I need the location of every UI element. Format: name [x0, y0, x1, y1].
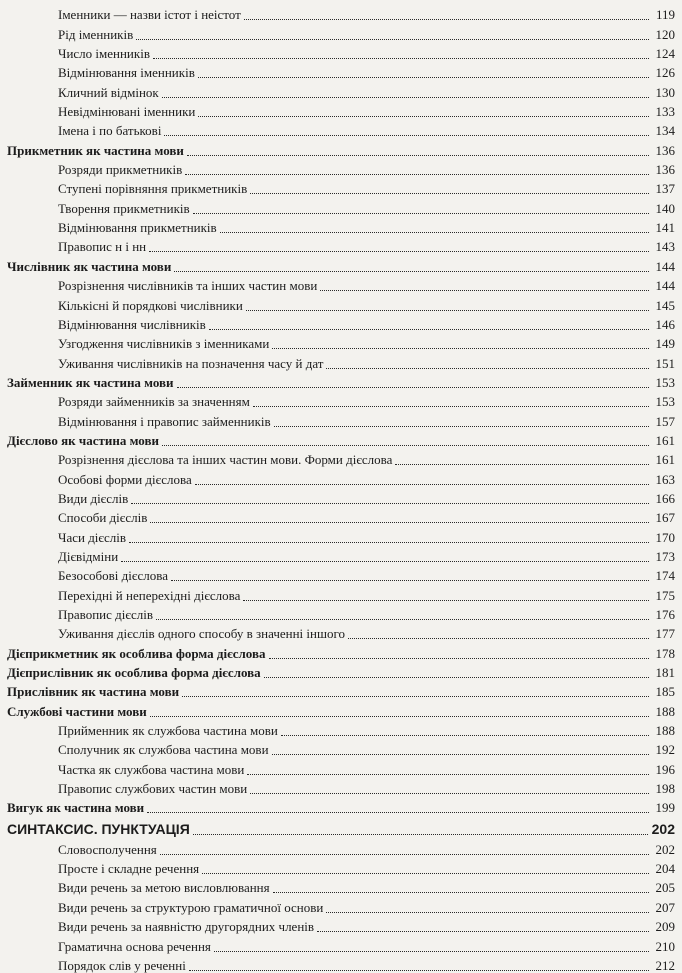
toc-entry[interactable] — [0, 293, 682, 312]
toc-entry-page-number: 198 — [655, 781, 675, 797]
dot-leader — [253, 394, 649, 407]
toc-entry[interactable] — [0, 351, 682, 370]
dot-leader — [177, 375, 649, 388]
toc-entry-title: Дієслово як частина мови — [7, 432, 159, 448]
toc-entry-page-number: 176 — [655, 607, 675, 622]
toc-entry-page-number: 173 — [655, 548, 675, 564]
dot-leader — [187, 143, 649, 156]
toc-entry[interactable] — [0, 857, 682, 876]
dot-leader — [220, 220, 649, 233]
dot-leader — [182, 684, 649, 697]
dot-leader — [150, 510, 649, 523]
toc-entry-title: Дієприслівник як особлива форма дієслова — [7, 665, 261, 681]
toc-entry[interactable] — [0, 22, 682, 41]
dot-leader — [193, 822, 648, 835]
toc-heading[interactable] — [0, 138, 682, 157]
dot-leader — [209, 317, 649, 330]
toc-entry-title: Відмінювання прикметників — [58, 220, 217, 236]
toc-entry-title: Часи дієслів — [58, 529, 127, 545]
toc-entry-page-number: 146 — [655, 316, 675, 332]
toc-entry-page-number: 145 — [655, 297, 675, 313]
toc-entry-page-number: 204 — [655, 861, 675, 877]
toc-heading[interactable] — [0, 661, 682, 680]
toc-entry-title: Займенник як частина мови — [7, 374, 174, 390]
dot-leader — [193, 201, 649, 214]
dot-leader — [348, 626, 649, 639]
toc-entry-title: Правопис н і нн — [58, 239, 147, 255]
toc-entry[interactable] — [0, 216, 682, 235]
toc-entry-page-number: 120 — [655, 26, 675, 42]
toc-entry-page-number: 144 — [655, 278, 675, 294]
toc-entry-title: Способи дієслів — [58, 510, 148, 526]
toc-entry-page-number: 181 — [655, 665, 675, 681]
toc-entry[interactable] — [0, 915, 682, 934]
dot-leader — [326, 356, 649, 369]
toc-entry-page-number: 207 — [655, 899, 675, 915]
toc-entry-page-number: 192 — [655, 742, 675, 758]
toc-entry-page-number: 140 — [655, 200, 675, 216]
toc-entry-title: Ступені порівняння прикметників — [58, 181, 248, 197]
dot-leader — [317, 919, 649, 932]
dot-leader — [153, 46, 649, 59]
dot-leader — [250, 781, 649, 794]
toc-entry-title: Узгодження числівників з іменниками — [58, 336, 270, 352]
dot-leader — [264, 665, 649, 678]
toc-entry-title: Розрізнення числівників та інших частин мови — [58, 278, 318, 294]
dot-leader — [160, 842, 649, 855]
toc-entry-title: Відмінювання числівників — [58, 316, 206, 332]
toc-entry-title: Порядок слів у реченні — [58, 957, 186, 973]
toc-entry-title: Прикметник як частина мови — [7, 142, 184, 158]
toc-entry[interactable] — [0, 235, 682, 254]
dot-leader — [269, 646, 650, 659]
toc-entry[interactable] — [0, 876, 682, 895]
dot-leader — [121, 549, 649, 562]
dot-leader — [244, 7, 649, 20]
toc-entry[interactable] — [0, 448, 682, 467]
toc-entry-title: Невідмінювані іменники — [58, 104, 196, 120]
toc-entry-title: Перехідні й неперехідні дієслова — [58, 587, 241, 603]
toc-entry[interactable] — [0, 837, 682, 856]
toc-entry-title: Розрізнення дієслова та інших частин мови. Форми дієслова — [58, 452, 393, 468]
toc-entry-page-number: 202 — [651, 821, 675, 838]
dot-leader — [171, 568, 649, 581]
toc-entry-title: Розряди прикметників — [58, 162, 183, 178]
toc-entry[interactable] — [0, 467, 682, 486]
toc-heading[interactable] — [0, 254, 682, 273]
toc-entry-title: Граматична основа речення — [58, 938, 211, 954]
dot-leader — [156, 607, 649, 620]
toc-entry-title: Прислівник як частина мови — [7, 684, 180, 700]
dot-leader — [272, 336, 649, 349]
toc-entry-title: Числівник як частина мови — [7, 258, 172, 274]
toc-entry-title: Кличний відмінок — [58, 84, 159, 100]
toc-entry[interactable] — [0, 603, 682, 622]
toc-entry[interactable] — [0, 3, 682, 22]
toc-heading[interactable] — [0, 680, 682, 699]
toc-entry[interactable] — [0, 313, 682, 332]
toc-entry-page-number: 210 — [655, 938, 675, 954]
toc-entry-page-number: 136 — [655, 142, 675, 158]
dot-leader — [243, 588, 649, 601]
toc-entry-page-number: 170 — [655, 529, 675, 545]
toc-entry-page-number: 185 — [655, 684, 675, 700]
toc-heading[interactable] — [0, 371, 682, 390]
toc-entry-title: Види речень за структурою граматичної основи — [58, 899, 324, 915]
toc-entry-title: Види дієслів — [58, 490, 129, 506]
toc-entry[interactable] — [0, 564, 682, 583]
toc-entry-page-number: 133 — [655, 104, 675, 120]
toc-entry[interactable] — [0, 622, 682, 641]
dot-leader — [162, 433, 649, 446]
toc-entry-title: Безособові дієслова — [58, 568, 168, 584]
toc-entry-title: Вигук як частина мови — [7, 800, 145, 816]
toc-entry-title: Просте і складне речення — [58, 861, 200, 877]
toc-entry-page-number: 137 — [655, 181, 675, 197]
toc-entry-page-number: 174 — [655, 568, 675, 584]
toc-entry-page-number: 136 — [655, 162, 675, 178]
toc-entry-page-number: 161 — [655, 432, 675, 448]
toc-entry[interactable] — [0, 61, 682, 80]
toc-entry-title: Правопис службових частин мови — [58, 781, 248, 797]
toc-entry[interactable] — [0, 80, 682, 99]
toc-entry-title: Відмінювання і правопис займенників — [58, 413, 271, 429]
toc-entry[interactable] — [0, 545, 682, 564]
toc-entry-title: Сполучник як службова частина мови — [58, 742, 269, 758]
toc-entry-title: Частка як службова частина мови — [58, 761, 245, 777]
toc-entry[interactable] — [0, 895, 682, 914]
toc-entry-title: Особові форми дієслова — [58, 471, 192, 487]
toc-entry[interactable] — [0, 177, 682, 196]
toc-entry[interactable] — [0, 42, 682, 61]
toc-heading[interactable] — [0, 429, 682, 448]
dot-leader — [202, 861, 649, 874]
toc-entry-title: Дієприкметник як особлива форма дієслова — [7, 645, 266, 661]
toc-entry[interactable] — [0, 525, 682, 544]
dot-leader — [150, 704, 649, 717]
dot-leader — [250, 181, 649, 194]
toc-entry-title: Імена і по батькові — [58, 123, 162, 139]
toc-entry-title: Іменники — назви істот і неістот — [58, 7, 241, 23]
toc-entry-title: Уживання дієслів одного способу в значенні іншого — [58, 626, 345, 642]
dot-leader — [326, 900, 649, 913]
toc-entry-page-number: 199 — [655, 800, 675, 816]
toc-heading[interactable] — [0, 815, 682, 837]
toc-entry-title: Творення прикметників — [58, 200, 190, 216]
toc-entry-title: Службові частини мови — [7, 703, 147, 719]
dot-leader — [320, 278, 649, 291]
toc-entry-page-number: 177 — [655, 626, 675, 642]
dot-leader — [131, 491, 649, 504]
toc-entry-title: Дієвідміни — [58, 548, 119, 564]
toc-entry-page-number: 151 — [655, 355, 675, 371]
toc-entry[interactable] — [0, 506, 682, 525]
toc-entry-page-number: 166 — [655, 490, 675, 506]
toc-entry-title: Кількісні й порядкові числівники — [58, 297, 243, 313]
dot-leader — [198, 65, 649, 78]
dot-leader — [147, 800, 649, 813]
toc-entry-title: Відмінювання іменників — [58, 65, 195, 81]
toc-entry-page-number: 134 — [655, 123, 675, 139]
toc-entry[interactable] — [0, 409, 682, 428]
toc-entry-title: СИНТАКСИС. ПУНКТУАЦІЯ — [7, 821, 190, 838]
toc-entry-page-number: 167 — [655, 510, 675, 526]
toc-entry-page-number: 188 — [655, 703, 675, 719]
dot-leader — [136, 27, 649, 40]
toc-entry-title: Рід іменників — [58, 26, 134, 42]
dot-leader — [162, 85, 649, 98]
toc-entry-page-number: 175 — [655, 587, 675, 603]
toc-entry[interactable] — [0, 100, 682, 119]
toc-entry[interactable] — [0, 158, 682, 177]
dot-leader — [174, 259, 649, 272]
dot-leader — [129, 530, 649, 543]
toc-entry[interactable] — [0, 777, 682, 796]
toc-entry-page-number: 196 — [655, 761, 675, 777]
toc-entry-page-number: 161 — [655, 452, 675, 468]
toc-entry-page-number: 153 — [655, 374, 675, 390]
toc-entry[interactable] — [0, 738, 682, 757]
toc-entry-page-number: 126 — [655, 65, 675, 81]
toc-entry-title: Види речень за метою висловлювання — [58, 880, 270, 896]
dot-leader — [185, 162, 649, 175]
toc-entry-page-number: 178 — [655, 645, 675, 661]
toc-entry[interactable] — [0, 196, 682, 215]
toc-entry-page-number: 188 — [655, 723, 675, 739]
toc-entry-title: Прийменник як службова частина мови — [58, 723, 278, 739]
toc-entry-title: Правопис дієслів — [58, 607, 153, 622]
toc-entry[interactable] — [0, 119, 682, 138]
toc-entry-title: Словосполучення — [58, 841, 157, 857]
toc-entry[interactable] — [0, 274, 682, 293]
toc-entry[interactable] — [0, 332, 682, 351]
dot-leader — [246, 298, 649, 311]
toc-entry[interactable] — [0, 583, 682, 602]
toc-entry-title: Уживання числівників на позначення часу й дат — [58, 355, 324, 371]
dot-leader — [281, 723, 649, 736]
toc-entry-page-number: 149 — [655, 336, 675, 352]
toc-entry-page-number: 205 — [655, 880, 675, 896]
dot-leader — [189, 958, 649, 971]
toc-entry-page-number: 130 — [655, 84, 675, 100]
toc-entry[interactable] — [0, 757, 682, 776]
dot-leader — [195, 472, 649, 485]
dot-leader — [214, 939, 649, 952]
toc-entry-page-number: 119 — [655, 7, 675, 23]
toc-entry-page-number: 212 — [655, 957, 675, 973]
toc-entry-title: Розряди займенників за значенням — [58, 394, 250, 410]
toc-entry-title: Види речень за наявністю другорядних членів — [58, 919, 315, 935]
toc-entry[interactable] — [0, 719, 682, 738]
table-of-contents — [0, 3, 682, 973]
dot-leader — [149, 239, 649, 252]
toc-entry-page-number: 153 — [655, 394, 675, 410]
toc-entry[interactable] — [0, 390, 682, 409]
toc-entry-page-number: 163 — [655, 471, 675, 487]
dot-leader — [273, 880, 649, 893]
toc-heading[interactable] — [0, 699, 682, 718]
toc-entry-page-number: 144 — [655, 258, 675, 274]
dot-leader — [198, 104, 649, 117]
dot-leader — [274, 414, 649, 427]
toc-entry[interactable] — [0, 934, 682, 953]
toc-entry-page-number: 202 — [655, 841, 675, 857]
toc-entry-page-number: 141 — [655, 220, 675, 236]
toc-entry-page-number: 124 — [655, 46, 675, 62]
toc-entry[interactable] — [0, 487, 682, 506]
toc-heading[interactable] — [0, 641, 682, 660]
dot-leader — [247, 762, 649, 775]
toc-entry-page-number: 157 — [655, 413, 675, 429]
toc-entry-page-number: 209 — [655, 919, 675, 935]
toc-heading[interactable] — [0, 796, 682, 815]
dot-leader — [164, 123, 649, 136]
dot-leader — [272, 742, 649, 755]
dot-leader — [395, 452, 649, 465]
toc-entry-title: Число іменників — [58, 46, 150, 62]
toc-entry-page-number: 143 — [655, 239, 675, 255]
